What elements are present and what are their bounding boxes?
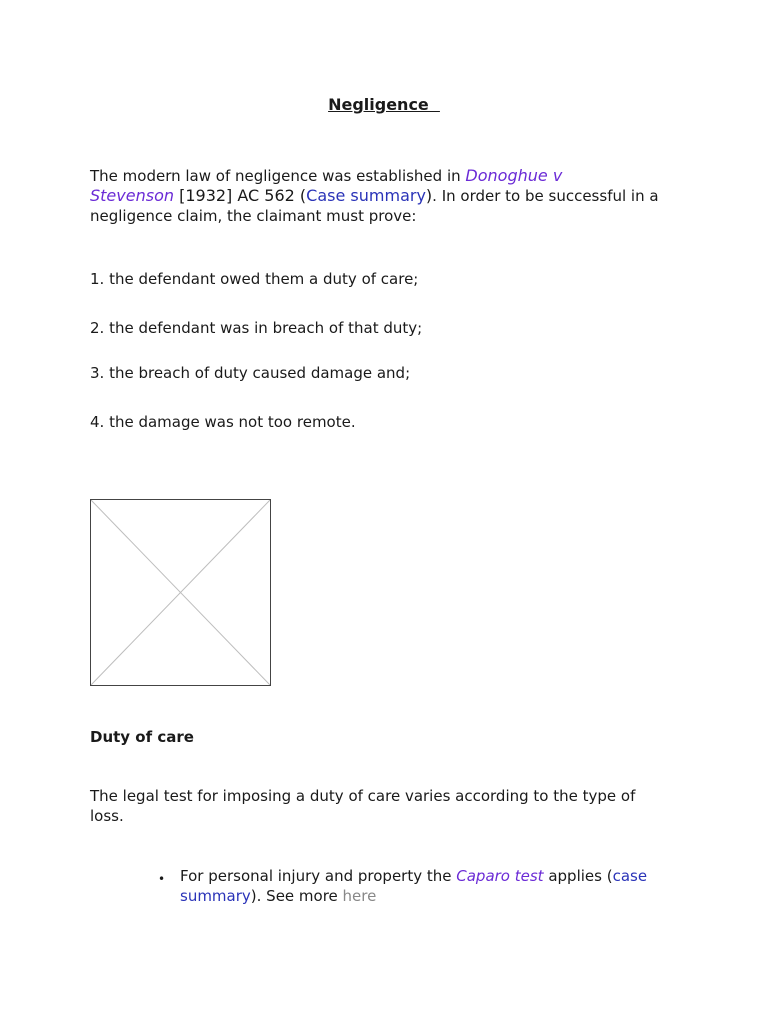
case-summary-link[interactable]: Case summary (306, 186, 426, 205)
page-title: Negligence (328, 95, 440, 114)
citation-text: [1932] AC 562 ( (174, 186, 307, 205)
citation-close: ) (425, 186, 433, 205)
case-name-part2: Stevenson (90, 186, 174, 205)
bullet-marker: • (158, 872, 166, 886)
bullet-item (180, 866, 670, 906)
intro-text-continued: . In order to be successful in a negligence claim, the claimant must prove: (90, 187, 659, 225)
caparo-test-link[interactable]: Caparo test (456, 867, 544, 885)
case-name-part1: Donoghue v (465, 166, 563, 185)
requirement-item-3: 3. the breach of duty caused damage and; (90, 364, 411, 382)
intro-paragraph (90, 166, 690, 226)
bullet-text-3: ). See more (250, 887, 343, 905)
broken-image-icon (91, 500, 270, 685)
requirement-item-2: 2. the defendant was in breach of that duty; (90, 319, 423, 337)
intro-text: The modern law of negligence was established in (90, 167, 466, 185)
case-summary-link-2[interactable]: case summary (180, 867, 648, 905)
duty-of-care-paragraph: The legal test for imposing a duty of care varies according to the type of loss. (90, 787, 636, 825)
bullet-text-1: For personal injury and property the (180, 867, 457, 885)
bullet-text-2: applies ( (543, 867, 613, 885)
duty-of-care-heading: Duty of care (90, 728, 194, 746)
image-placeholder (90, 499, 271, 686)
requirement-item-4: 4. the damage was not too remote. (90, 413, 356, 431)
here-link[interactable]: here (342, 887, 377, 905)
requirement-item-1: 1. the defendant owed them a duty of care; (90, 270, 419, 288)
